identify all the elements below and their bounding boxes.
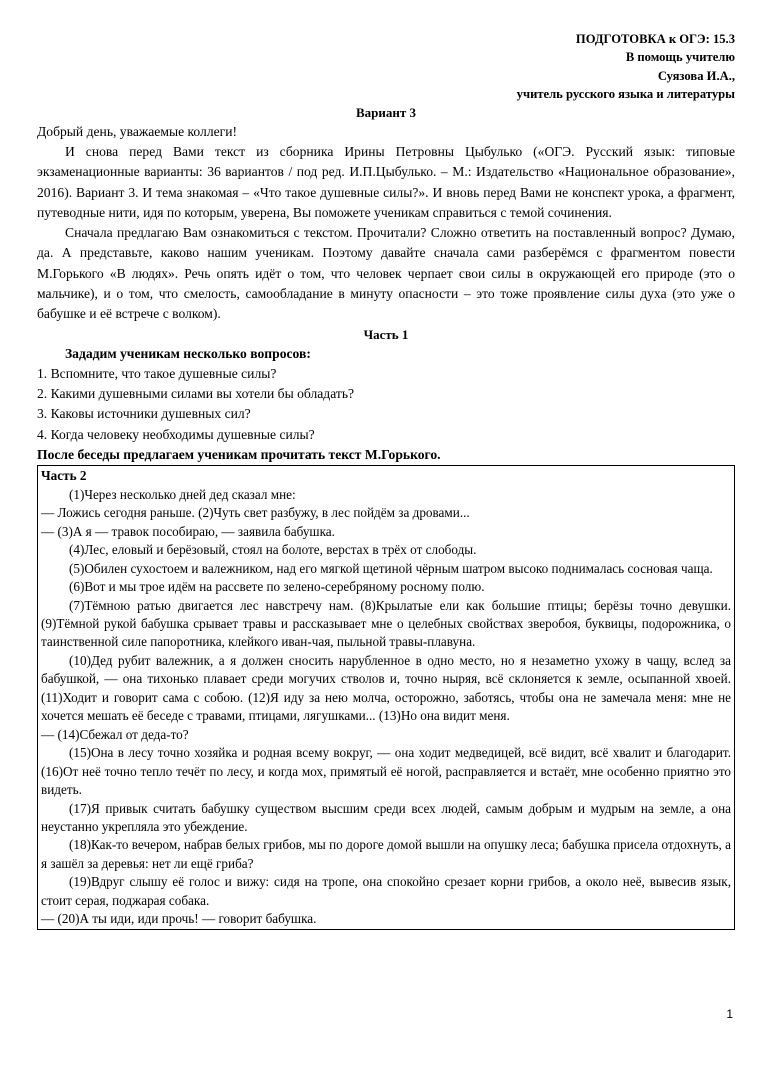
excerpt-line: (1)Через несколько дней дед сказал мне: xyxy=(69,486,296,502)
header-subtitle: В помощь учителю xyxy=(625,50,735,65)
excerpt-line: — Ложись сегодня раньше. (2)Чуть свет разбужу, в лес пойдём за дровами... xyxy=(41,505,470,521)
excerpt-line: (7)Тёмною ратью двигается лес навстречу нам. (8)Крылатые ели как большие птицы; берёзы точно девушки. (9)Тёмной рукой бабушка срывает травы и рассказывает мне о целебных свойствах зверобоя, буквицы, подорожника, о таинственной силе папоротника, клейкого иван-чая, пыльной травы-плавуна. xyxy=(41,597,731,650)
page-number: 1 xyxy=(726,1007,733,1021)
header-author-role: учитель русского языка и литературы xyxy=(516,87,735,102)
excerpt-line: (4)Лес, еловый и берёзовый, стоял на болоте, верстах в трёх от слободы. xyxy=(69,542,477,558)
text-excerpt-box xyxy=(37,465,735,929)
excerpt-line: (15)Она в лесу точно хозяйка и родная всему вокруг, — она ходит медведицей, всё видит, всё хвалит и благодарит. (16)От неё точно тепло течёт по лесу, и когда мох, примятый её ногой, расправляется и встаёт, мне особенно приятно это видеть. xyxy=(41,745,731,798)
after-discussion-note: После беседы предлагаем ученикам прочитать текст М.Горького. xyxy=(37,447,441,463)
part2-title: Часть 2 xyxy=(41,468,87,484)
document-page xyxy=(37,30,735,930)
intro-paragraph-2: Сначала предлагаю Вам ознакомиться с текстом. Прочитали? Сложно ответить на поставленный вопрос? Думаю, да. А представьте, каково нашим ученикам. Поэтому давайте сначала сами разберёмся с фрагментом повести М.Горького «В людях». Речь опять идёт о том, что человек черпает свои силы в окружающей его природе (это о мальчике), и о том, что смелость, самообладание в минуту опасности – это тоже проявление силы духа (это уже о бабушке и её встрече с волком). xyxy=(37,225,735,322)
question-item: 1. Вспомните, что такое душевные силы? xyxy=(37,365,277,381)
excerpt-line: (17)Я привык считать бабушку существом высшим среди всех людей, самым добрым и мудрым на земле, а она неустанно укрепляла это убеждение. xyxy=(41,800,731,834)
excerpt-line: (5)Обилен сухостоем и валежником, над его мягкой щетиной чёрным шатром высоко поднималась сосновая чаща. xyxy=(69,560,713,576)
intro-paragraph-1: И снова перед Вами текст из сборника Ирины Петровны Цыбулько («ОГЭ. Русский язык: типовые экзаменационные варианты: 36 вариантов / под ред. И.П.Цыбулько. – М.: Издательство «Национальное образование», 2016). Вариант 3. И тема знакомая – «Что такое душевные силы?». И вновь перед Вами не конспект урока, а фрагмент, путеводные нити, идя по которым, уверена, Вы поможете ученикам справиться с темой сочинения. xyxy=(37,143,735,220)
questions-heading: Зададим ученикам несколько вопросов: xyxy=(65,345,311,361)
document-header xyxy=(37,30,735,104)
excerpt-line: — (14)Сбежал от деда-то? xyxy=(41,726,189,742)
excerpt-line: (10)Дед рубит валежник, а я должен сносить нарубленное в одно место, но я незаметно ухожу в чащу, вслед за бабушкой, — она тихонько плавает среди могучих стволов и, точно ныряя, всё склоняется к земле, осыпанной хвоей. (11)Ходит и говорит сама с собою. (12)Я иду за нею молча, осторожно, заботясь, чтобы она не замечала меня: мне не хочется мешать её беседе с травами, птицами, лягушками... (13)Но она видит меня. xyxy=(41,652,731,724)
excerpt-line: — (20)А ты иди, иди прочь! — говорит бабушка. xyxy=(41,911,317,927)
question-item: 2. Какими душевными силами вы хотели бы обладать? xyxy=(37,386,355,402)
question-item: 4. Когда человеку необходимы душевные силы? xyxy=(37,426,315,442)
excerpt-line: (6)Вот и мы трое идём на рассвете по зелено-серебряному росному полю. xyxy=(69,579,485,595)
excerpt-line: (19)Вдруг слышу её голос и вижу: сидя на тропе, она спокойно срезает корни грибов, а около неё, вывесив язык, стоит серая, поджарая собака. xyxy=(41,874,731,908)
variant-title: Вариант 3 xyxy=(355,104,417,120)
greeting: Добрый день, уважаемые коллеги! xyxy=(37,123,238,139)
header-author: Суязова И.А., xyxy=(657,68,735,83)
header-title: ПОДГОТОВКА к ОГЭ: 15.3 xyxy=(575,32,735,46)
part1-title: Часть 1 xyxy=(363,326,409,342)
excerpt-line: (18)Как-то вечером, набрав белых грибов, мы по дороге домой вышли на опушку леса; бабушка присела отдохнуть, а я зашёл за деревья: нет ли ещё гриба? xyxy=(41,837,731,871)
question-item: 3. Каковы источники душевных сил? xyxy=(37,406,251,422)
excerpt-line: — (3)А я — травок пособираю, — заявила бабушка. xyxy=(41,523,335,539)
